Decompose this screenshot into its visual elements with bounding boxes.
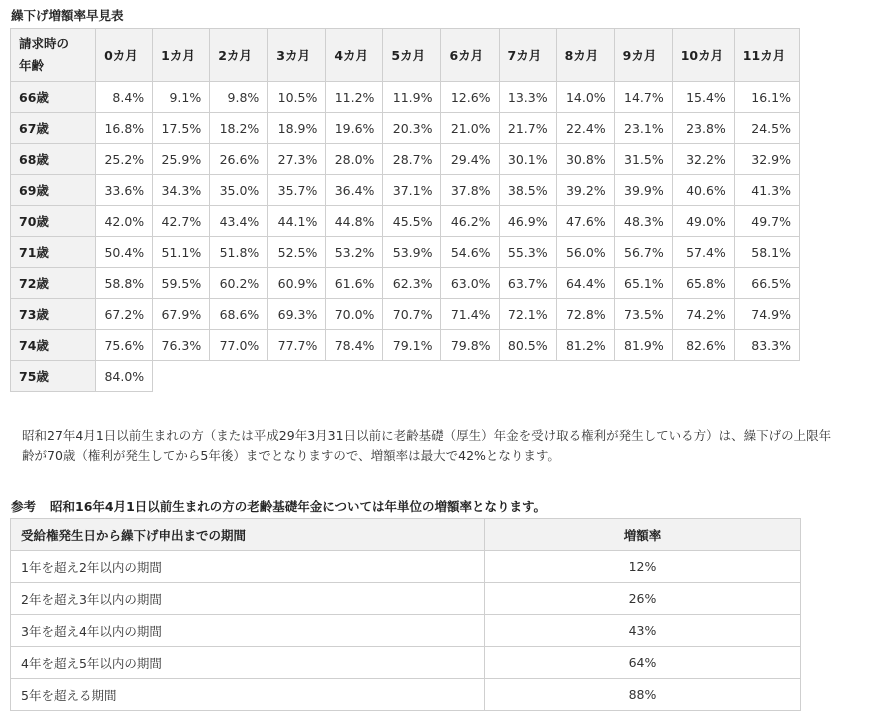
month-column-header: 4カ月 <box>326 29 383 82</box>
period-cell: 1年を超え2年以内の期間 <box>11 551 485 583</box>
rate-cell: 46.9% <box>499 206 556 237</box>
rate-cell: 51.1% <box>153 237 210 268</box>
rate-cell: 26% <box>485 583 801 615</box>
rate-cell: 13.3% <box>499 82 556 113</box>
age-cell: 70歳 <box>11 206 96 237</box>
age-cell: 69歳 <box>11 175 96 206</box>
rate-cell: 75.6% <box>96 330 153 361</box>
rate-cell: 11.9% <box>383 82 441 113</box>
table-row <box>11 113 800 144</box>
reference-text: 昭和16年4月1日以前生まれの方の老齢基礎年金については年単位の増額率となります。 <box>50 499 547 514</box>
rate-cell: 44.8% <box>326 206 383 237</box>
rate-cell: 64% <box>485 647 801 679</box>
rate-cell: 47.6% <box>556 206 614 237</box>
rate-column-header: 増額率 <box>485 519 801 551</box>
rate-cell: 42.7% <box>153 206 210 237</box>
rate-cell: 69.3% <box>268 299 326 330</box>
rate-cell: 68.6% <box>210 299 268 330</box>
period-cell: 2年を超え3年以内の期間 <box>11 583 485 615</box>
age-cell: 75歳 <box>11 361 96 392</box>
rate-cell: 61.6% <box>326 268 383 299</box>
rate-cell: 62.3% <box>383 268 441 299</box>
table-row <box>11 647 801 679</box>
rate-cell: 17.5% <box>153 113 210 144</box>
rate-cell: 36.4% <box>326 175 383 206</box>
rate-cell: 88% <box>485 679 801 711</box>
age-cell: 72歳 <box>11 268 96 299</box>
rate-cell: 56.0% <box>556 237 614 268</box>
rate-cell: 65.8% <box>672 268 734 299</box>
rate-cell: 44.1% <box>268 206 326 237</box>
rate-cell: 8.4% <box>96 82 153 113</box>
rate-cell: 29.4% <box>441 144 499 175</box>
rate-cell: 25.9% <box>153 144 210 175</box>
rate-cell: 21.0% <box>441 113 499 144</box>
table-row <box>11 82 800 113</box>
rate-cell: 81.2% <box>556 330 614 361</box>
rate-cell: 21.7% <box>499 113 556 144</box>
rate-cell: 9.1% <box>153 82 210 113</box>
rate-cell: 46.2% <box>441 206 499 237</box>
rate-cell: 12.6% <box>441 82 499 113</box>
age-cell: 73歳 <box>11 299 96 330</box>
rate-cell: 81.9% <box>614 330 672 361</box>
rate-cell: 37.1% <box>383 175 441 206</box>
rate-cell: 37.8% <box>441 175 499 206</box>
month-column-header: 3カ月 <box>268 29 326 82</box>
rate-cell: 53.2% <box>326 237 383 268</box>
rate-cell: 74.2% <box>672 299 734 330</box>
month-column-header: 11カ月 <box>734 29 799 82</box>
table-row <box>11 361 800 392</box>
rate-cell: 58.1% <box>734 237 799 268</box>
rate-cell: 14.7% <box>614 82 672 113</box>
month-column-header: 6カ月 <box>441 29 499 82</box>
age-cell: 68歳 <box>11 144 96 175</box>
rate-cell: 84.0% <box>96 361 153 392</box>
rate-cell: 57.4% <box>672 237 734 268</box>
table-row <box>11 551 801 583</box>
rate-cell: 55.3% <box>499 237 556 268</box>
table-header-row <box>11 519 801 551</box>
reference-label: 参考 <box>11 499 37 514</box>
period-cell: 3年を超え4年以内の期間 <box>11 615 485 647</box>
rate-cell: 19.6% <box>326 113 383 144</box>
rate-cell: 39.9% <box>614 175 672 206</box>
rate-cell: 77.7% <box>268 330 326 361</box>
rate-cell: 27.3% <box>268 144 326 175</box>
rate-cell: 79.8% <box>441 330 499 361</box>
rate-cell: 32.2% <box>672 144 734 175</box>
table-row <box>11 679 801 711</box>
rate-cell: 65.1% <box>614 268 672 299</box>
table-header-row <box>11 29 800 82</box>
rate-cell: 48.3% <box>614 206 672 237</box>
deferral-rate-table <box>10 28 800 392</box>
rate-cell: 49.0% <box>672 206 734 237</box>
rate-cell: 32.9% <box>734 144 799 175</box>
period-column-header: 受給権発生日から繰下げ申出までの期間 <box>11 519 485 551</box>
rate-cell: 25.2% <box>96 144 153 175</box>
rate-cell: 82.6% <box>672 330 734 361</box>
month-column-header: 1カ月 <box>153 29 210 82</box>
rate-cell: 64.4% <box>556 268 614 299</box>
rate-cell: 40.6% <box>672 175 734 206</box>
rate-cell: 31.5% <box>614 144 672 175</box>
rate-cell: 43.4% <box>210 206 268 237</box>
month-column-header: 10カ月 <box>672 29 734 82</box>
month-column-header: 9カ月 <box>614 29 672 82</box>
rate-cell: 67.9% <box>153 299 210 330</box>
rate-cell: 60.9% <box>268 268 326 299</box>
table-row <box>11 175 800 206</box>
table-row <box>11 268 800 299</box>
age-cell: 71歳 <box>11 237 96 268</box>
month-column-header: 7カ月 <box>499 29 556 82</box>
note-line-2: 齢が70歳（権利が発生してから5年後）までとなりますので、増額率は最大で42%となります。 <box>22 448 560 463</box>
rate-cell: 60.2% <box>210 268 268 299</box>
rate-cell: 45.5% <box>383 206 441 237</box>
rate-cell: 80.5% <box>499 330 556 361</box>
page-title: 繰下げ増額率早見表 <box>11 8 124 23</box>
rate-cell: 39.2% <box>556 175 614 206</box>
rate-cell: 34.3% <box>153 175 210 206</box>
rate-cell: 43% <box>485 615 801 647</box>
rate-cell: 35.0% <box>210 175 268 206</box>
rate-cell: 74.9% <box>734 299 799 330</box>
rate-cell: 10.5% <box>268 82 326 113</box>
rate-cell: 23.1% <box>614 113 672 144</box>
month-column-header: 2カ月 <box>210 29 268 82</box>
rate-cell: 16.8% <box>96 113 153 144</box>
month-column-header: 8カ月 <box>556 29 614 82</box>
rate-cell: 66.5% <box>734 268 799 299</box>
rate-cell: 9.8% <box>210 82 268 113</box>
rate-cell: 63.0% <box>441 268 499 299</box>
rate-cell: 53.9% <box>383 237 441 268</box>
rate-cell: 76.3% <box>153 330 210 361</box>
rate-cell: 63.7% <box>499 268 556 299</box>
rate-cell: 70.7% <box>383 299 441 330</box>
rate-cell: 83.3% <box>734 330 799 361</box>
rate-cell: 33.6% <box>96 175 153 206</box>
rate-cell: 77.0% <box>210 330 268 361</box>
rate-cell: 26.6% <box>210 144 268 175</box>
period-cell: 4年を超え5年以内の期間 <box>11 647 485 679</box>
table-row <box>11 615 801 647</box>
rate-cell: 28.7% <box>383 144 441 175</box>
table-row <box>11 583 801 615</box>
rate-cell: 42.0% <box>96 206 153 237</box>
rate-cell: 41.3% <box>734 175 799 206</box>
rate-cell: 78.4% <box>326 330 383 361</box>
rate-cell: 18.2% <box>210 113 268 144</box>
rate-cell: 28.0% <box>326 144 383 175</box>
rate-cell: 15.4% <box>672 82 734 113</box>
rate-cell: 67.2% <box>96 299 153 330</box>
empty-cell <box>153 361 800 392</box>
rate-cell: 49.7% <box>734 206 799 237</box>
upper-limit-note <box>22 426 842 466</box>
note-line-1: 昭和27年4月1日以前生まれの方（または平成29年3月31日以前に老齢基礎（厚生）年金を受け取る権利が発生している方）は、繰下げの上限年 <box>22 428 832 443</box>
rate-cell: 35.7% <box>268 175 326 206</box>
rate-cell: 56.7% <box>614 237 672 268</box>
rate-cell: 22.4% <box>556 113 614 144</box>
rate-cell: 70.0% <box>326 299 383 330</box>
rate-cell: 18.9% <box>268 113 326 144</box>
table-row <box>11 237 800 268</box>
rate-cell: 38.5% <box>499 175 556 206</box>
rate-cell: 79.1% <box>383 330 441 361</box>
period-cell: 5年を超える期間 <box>11 679 485 711</box>
rate-cell: 12% <box>485 551 801 583</box>
rate-cell: 14.0% <box>556 82 614 113</box>
rate-cell: 16.1% <box>734 82 799 113</box>
rate-cell: 72.8% <box>556 299 614 330</box>
age-cell: 66歳 <box>11 82 96 113</box>
rate-cell: 71.4% <box>441 299 499 330</box>
rate-cell: 52.5% <box>268 237 326 268</box>
reference-heading <box>11 497 546 515</box>
age-cell: 67歳 <box>11 113 96 144</box>
rate-cell: 50.4% <box>96 237 153 268</box>
rate-cell: 20.3% <box>383 113 441 144</box>
age-cell: 74歳 <box>11 330 96 361</box>
age-column-header: 請求時の 年齢 <box>11 29 96 82</box>
rate-cell: 23.8% <box>672 113 734 144</box>
rate-cell: 54.6% <box>441 237 499 268</box>
rate-cell: 30.1% <box>499 144 556 175</box>
table-row <box>11 299 800 330</box>
rate-cell: 72.1% <box>499 299 556 330</box>
rate-cell: 59.5% <box>153 268 210 299</box>
month-column-header: 5カ月 <box>383 29 441 82</box>
table-row <box>11 330 800 361</box>
annual-rate-table <box>10 518 801 711</box>
rate-cell: 11.2% <box>326 82 383 113</box>
rate-cell: 58.8% <box>96 268 153 299</box>
table-row <box>11 206 800 237</box>
table-row <box>11 144 800 175</box>
rate-cell: 73.5% <box>614 299 672 330</box>
rate-cell: 30.8% <box>556 144 614 175</box>
rate-cell: 51.8% <box>210 237 268 268</box>
month-column-header: 0カ月 <box>96 29 153 82</box>
rate-cell: 24.5% <box>734 113 799 144</box>
